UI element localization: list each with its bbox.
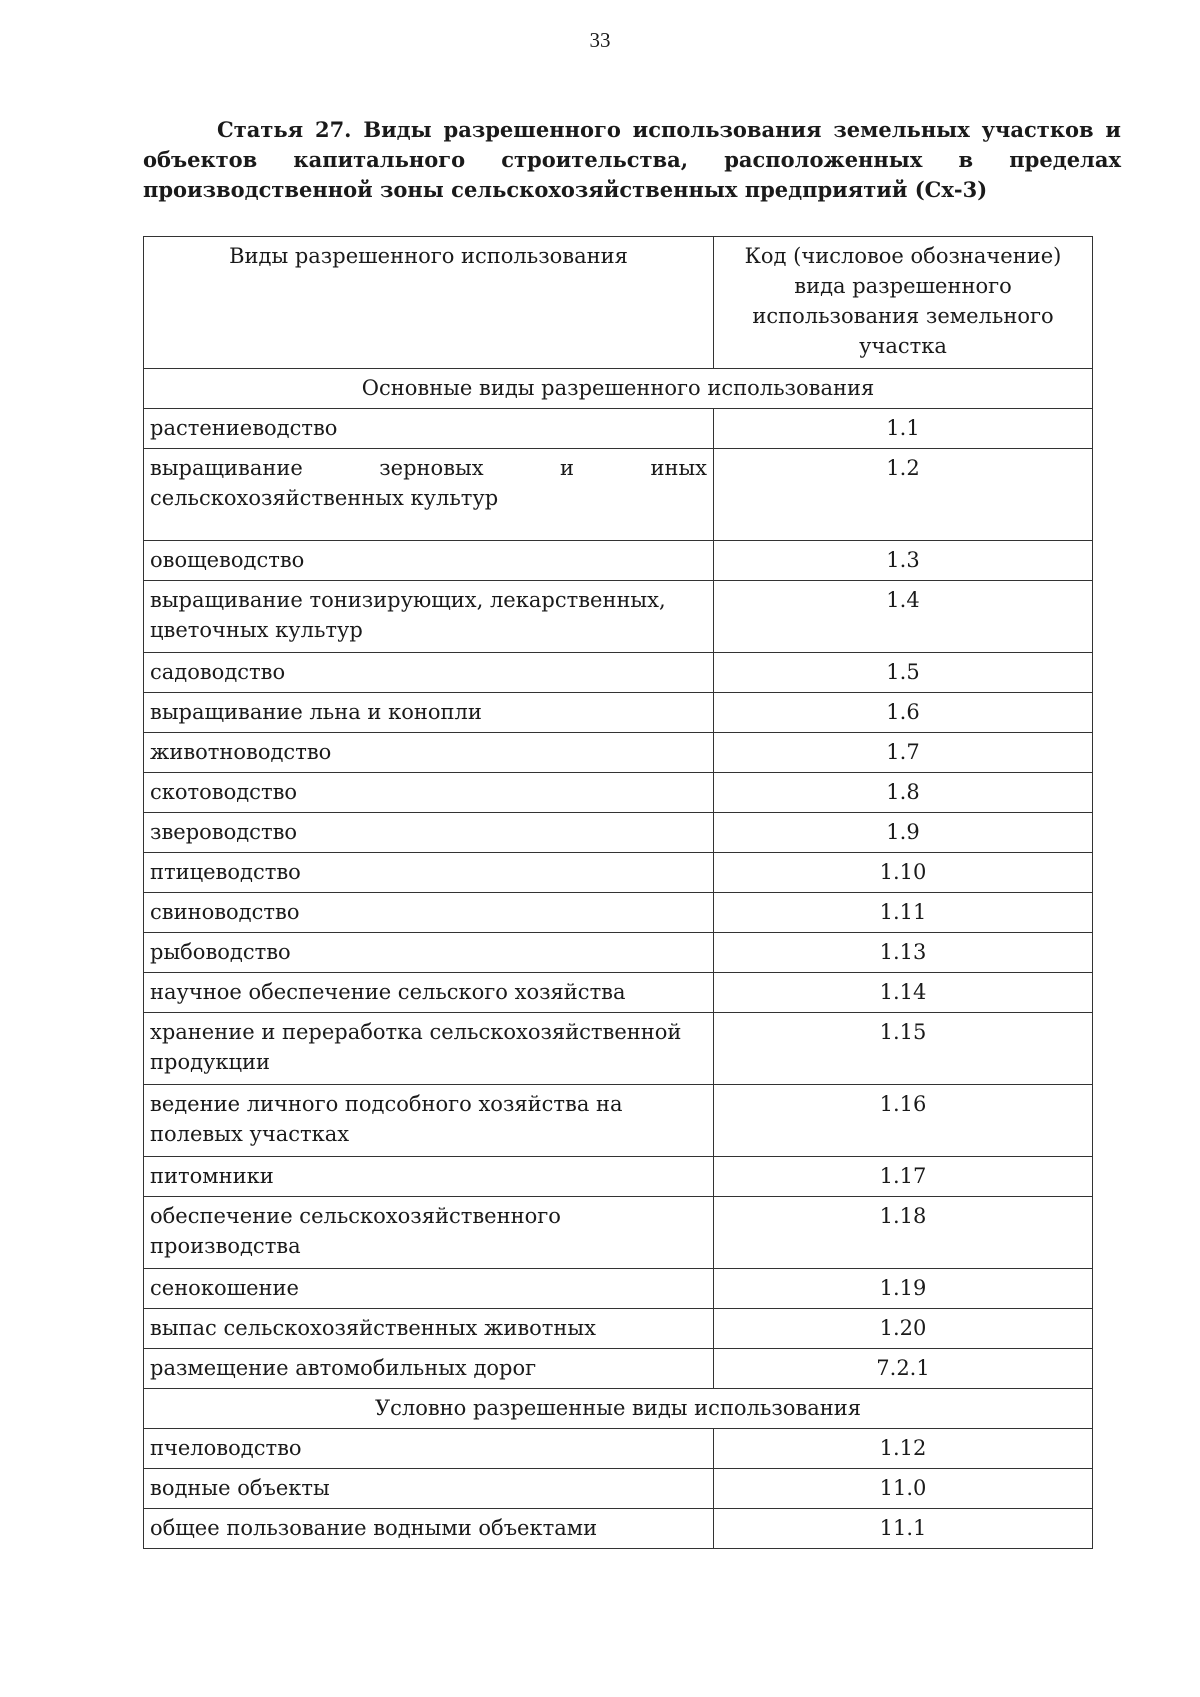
- use-code: 1.11: [714, 893, 1093, 933]
- use-name: рыбоводство: [144, 933, 714, 973]
- use-name: пчеловодство: [144, 1429, 714, 1469]
- section-conditional-heading: Условно разрешенные виды использования: [144, 1389, 1093, 1429]
- use-code: 11.1: [714, 1509, 1093, 1549]
- table-row: [144, 541, 1093, 581]
- use-name: птицеводство: [144, 853, 714, 893]
- table-row: [144, 1085, 1093, 1157]
- use-code: 1.9: [714, 813, 1093, 853]
- use-name: звероводство: [144, 813, 714, 853]
- use-name: свиноводство: [144, 893, 714, 933]
- use-name: выращивание тонизирующих, лекарственных, цветочных культур: [144, 581, 714, 653]
- use-code: 1.19: [714, 1269, 1093, 1309]
- table-row: [144, 1349, 1093, 1389]
- article-title: Статья 27. Виды разрешенного использования земельных участков и объектов капитального строительства, расположенных в пределах производственной зоны сельскохозяйственных предприятий (Сх-3): [143, 117, 1121, 202]
- use-name: хранение и переработка сельскохозяйственной продукции: [144, 1013, 714, 1085]
- table-row: [144, 1157, 1093, 1197]
- table-header-row: [144, 237, 1093, 369]
- table-row: [144, 1469, 1093, 1509]
- use-code: 1.8: [714, 773, 1093, 813]
- use-code: 1.18: [714, 1197, 1093, 1269]
- use-name: общее пользование водными объектами: [144, 1509, 714, 1549]
- use-code: 1.6: [714, 693, 1093, 733]
- use-name: питомники: [144, 1157, 714, 1197]
- use-code: 7.2.1: [714, 1349, 1093, 1389]
- table-row: [144, 733, 1093, 773]
- table-row: [144, 693, 1093, 733]
- use-code: 1.1: [714, 409, 1093, 449]
- use-code: 1.14: [714, 973, 1093, 1013]
- use-code: 1.20: [714, 1309, 1093, 1349]
- use-name: ведение личного подсобного хозяйства на полевых участках: [144, 1085, 714, 1157]
- use-code: 1.7: [714, 733, 1093, 773]
- use-name: сенокошение: [144, 1269, 714, 1309]
- use-code: 1.10: [714, 853, 1093, 893]
- section-row: [144, 369, 1093, 409]
- section-row: [144, 1389, 1093, 1429]
- table-row: [144, 409, 1093, 449]
- use-code: 1.3: [714, 541, 1093, 581]
- use-name: скотоводство: [144, 773, 714, 813]
- use-name: выпас сельскохозяйственных животных: [144, 1309, 714, 1349]
- table-row: [144, 773, 1093, 813]
- use-name: выращивание зерновых и иных сельскохозяйственных культур: [144, 449, 714, 541]
- use-code: 1.5: [714, 653, 1093, 693]
- table-row: [144, 893, 1093, 933]
- use-code: 1.15: [714, 1013, 1093, 1085]
- page-number: 33: [589, 28, 611, 52]
- use-name: обеспечение сельскохозяйственного производства: [144, 1197, 714, 1269]
- section-main-heading: Основные виды разрешенного использования: [144, 369, 1093, 409]
- use-name: водные объекты: [144, 1469, 714, 1509]
- header-use: Виды разрешенного использования: [144, 237, 714, 369]
- use-name: размещение автомобильных дорог: [144, 1349, 714, 1389]
- table-row: [144, 449, 1093, 541]
- use-name: овощеводство: [144, 541, 714, 581]
- table-row: [144, 933, 1093, 973]
- table-row: [144, 813, 1093, 853]
- use-name: научное обеспечение сельского хозяйства: [144, 973, 714, 1013]
- use-code: 1.2: [714, 449, 1093, 541]
- use-code: 1.16: [714, 1085, 1093, 1157]
- use-name: животноводство: [144, 733, 714, 773]
- table-row: [144, 1269, 1093, 1309]
- use-code: 1.17: [714, 1157, 1093, 1197]
- header-code: Код (числовое обозначение) вида разрешенного использования земельного участка: [714, 237, 1093, 369]
- use-code: 1.13: [714, 933, 1093, 973]
- use-code: 11.0: [714, 1469, 1093, 1509]
- table-row: [144, 853, 1093, 893]
- use-name: выращивание льна и конопли: [144, 693, 714, 733]
- table-row: [144, 1509, 1093, 1549]
- table-row: [144, 1197, 1093, 1269]
- use-name: садоводство: [144, 653, 714, 693]
- table-row: [144, 1013, 1093, 1085]
- use-code: 1.12: [714, 1429, 1093, 1469]
- table-row: [144, 973, 1093, 1013]
- table-row: [144, 1429, 1093, 1469]
- land-use-table: [143, 236, 1093, 1549]
- use-code: 1.4: [714, 581, 1093, 653]
- table-row: [144, 653, 1093, 693]
- table-row: [144, 1309, 1093, 1349]
- table-row: [144, 581, 1093, 653]
- use-name: растениеводство: [144, 409, 714, 449]
